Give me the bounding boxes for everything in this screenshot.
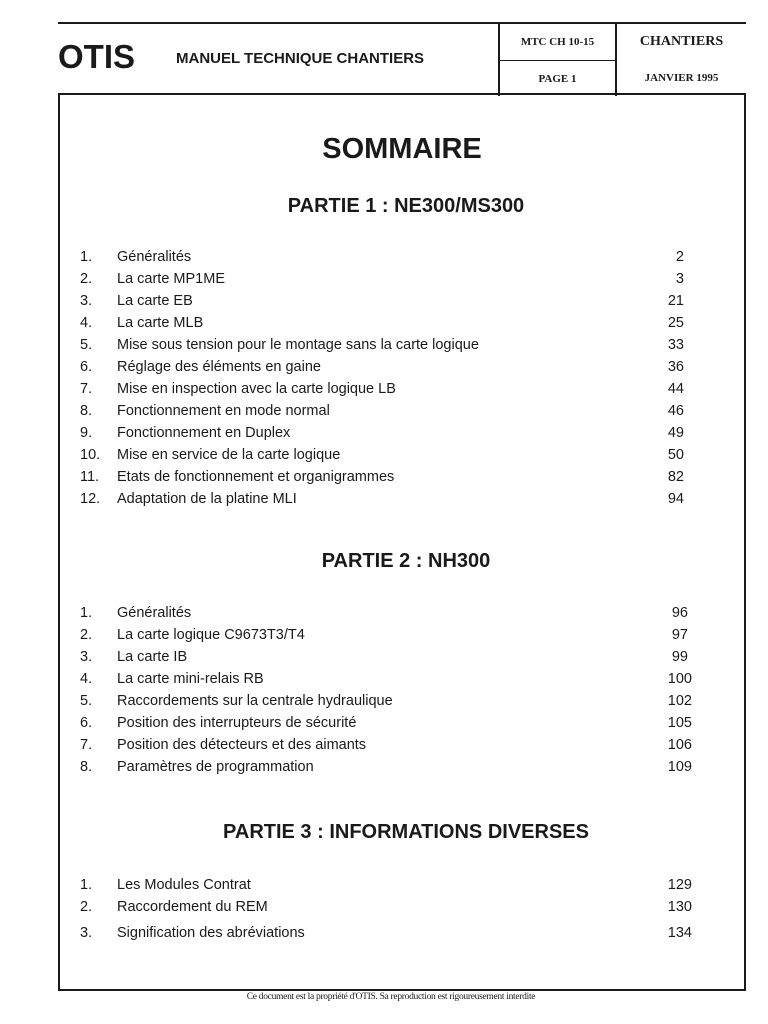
entry-label: Signification des abréviations: [117, 925, 305, 941]
toc-entry: [80, 757, 692, 777]
entry-number: 5.: [80, 693, 93, 709]
entry-label: Raccordements sur la centrale hydraulique: [117, 693, 393, 709]
entry-label: Etats de fonctionnement et organigrammes: [117, 469, 395, 485]
entry-number: 1.: [80, 605, 93, 621]
entry-label: La carte MLB: [117, 315, 204, 331]
toc-entry: [80, 669, 692, 689]
entry-page: 96: [671, 605, 688, 621]
toc-title: SOMMAIRE: [322, 133, 482, 165]
entry-page: 102: [667, 693, 692, 709]
entry-number: 3.: [80, 925, 93, 941]
entry-label: Fonctionnement en mode normal: [117, 403, 330, 419]
entry-number: 4.: [80, 315, 93, 331]
entry-label: Généralités: [117, 605, 192, 621]
entry-page: 49: [667, 425, 684, 441]
entry-label: Réglage des éléments en gaine: [117, 359, 321, 375]
page-number: PAGE 1: [500, 60, 615, 97]
entry-number: 9.: [80, 425, 93, 441]
entry-label: La carte logique C9673T3/T4: [117, 627, 305, 643]
entry-label: Mise sous tension pour le montage sans la carte logique: [117, 337, 479, 353]
toc-entry: [80, 423, 692, 443]
entry-label: Mise en service de la carte logique: [117, 447, 341, 463]
entry-page: 97: [671, 627, 688, 643]
otis-logo: OTIS: [58, 38, 136, 75]
entry-page: 50: [667, 447, 684, 463]
entry-number: 2.: [80, 899, 93, 915]
entry-page: 100: [667, 671, 692, 687]
entry-number: 2.: [80, 627, 93, 643]
entry-page: 3: [675, 271, 684, 287]
toc-entry: [80, 401, 692, 421]
entry-number: 7.: [80, 737, 93, 753]
category-label: CHANTIERS: [639, 34, 724, 49]
entry-page: 130: [667, 899, 692, 915]
entry-label: Adaptation de la platine MLI: [117, 491, 297, 507]
document-header: [58, 22, 746, 96]
document-reference: MTC CH 10-15: [520, 36, 595, 48]
toc-entry: [80, 897, 692, 917]
entry-page: 36: [667, 359, 684, 375]
entry-number: 6.: [80, 715, 93, 731]
entry-page: 21: [667, 293, 684, 309]
toc-entry: [80, 875, 692, 895]
part-1-title: PARTIE 1 : NE300/MS300: [287, 195, 525, 217]
toc-entry: [80, 247, 692, 267]
toc-entry: [80, 269, 692, 289]
entry-number: 8.: [80, 759, 93, 775]
reference-box: [498, 24, 615, 96]
entry-page: 99: [671, 649, 688, 665]
entry-number: 7.: [80, 381, 93, 397]
entry-page: 33: [667, 337, 684, 353]
entry-number: 3.: [80, 649, 93, 665]
entry-label: Fonctionnement en Duplex: [117, 425, 291, 441]
manual-title: MANUEL TECHNIQUE CHANTIERS: [176, 50, 425, 67]
entry-label: Les Modules Contrat: [117, 877, 251, 893]
entry-label: La carte EB: [117, 293, 193, 309]
entry-number: 1.: [80, 877, 93, 893]
entry-number: 8.: [80, 403, 93, 419]
toc-entry: [80, 467, 692, 487]
toc-entry: [80, 357, 692, 377]
entry-label: Raccordement du REM: [117, 899, 268, 915]
entry-number: 4.: [80, 671, 93, 687]
content-frame: [58, 93, 746, 991]
document-date: JANVIER 1995: [644, 72, 719, 84]
entry-label: Généralités: [117, 249, 192, 265]
category-box: [615, 24, 746, 96]
entry-page: 105: [667, 715, 692, 731]
entry-page: 82: [667, 469, 684, 485]
entry-page: 94: [667, 491, 684, 507]
toc-entry: [80, 291, 692, 311]
entry-label: Paramètres de programmation: [117, 759, 314, 775]
entry-page: 134: [667, 925, 692, 941]
part-2-title: PARTIE 2 : NH300: [321, 550, 491, 572]
part-3-title: PARTIE 3 : INFORMATIONS DIVERSES: [223, 821, 589, 843]
entry-page: 46: [667, 403, 684, 419]
entry-number: 12.: [80, 491, 101, 507]
entry-page: 109: [667, 759, 692, 775]
toc-entry: [80, 647, 692, 667]
toc-entry: [80, 691, 692, 711]
toc-entry: [80, 313, 692, 333]
entry-number: 5.: [80, 337, 93, 353]
entry-number: 11.: [80, 469, 100, 485]
toc-entry: [80, 603, 692, 623]
copyright-notice: Ce document est la propriété d'OTIS. Sa reproduction est rigoureusement interdite: [246, 992, 536, 1002]
toc-entry: [80, 735, 692, 755]
toc-entry: [80, 489, 692, 509]
entry-page: 2: [675, 249, 684, 265]
entry-number: 6.: [80, 359, 93, 375]
entry-page: 44: [667, 381, 684, 397]
entry-label: Position des détecteurs et des aimants: [117, 737, 367, 753]
entry-label: La carte MP1ME: [117, 271, 225, 287]
toc-entry: [80, 445, 692, 465]
toc-entry: [80, 335, 692, 355]
entry-label: Position des interrupteurs de sécurité: [117, 715, 357, 731]
entry-page: 25: [667, 315, 684, 331]
entry-label: La carte mini-relais RB: [117, 671, 264, 687]
entry-number: 2.: [80, 271, 93, 287]
entry-page: 106: [667, 737, 692, 753]
entry-label: Mise en inspection avec la carte logique LB: [117, 381, 396, 397]
toc-entry: [80, 379, 692, 399]
toc-entry: [80, 713, 692, 733]
entry-number: 3.: [80, 293, 93, 309]
entry-label: La carte IB: [117, 649, 188, 665]
toc-entry: [80, 923, 692, 943]
entry-number: 1.: [80, 249, 93, 265]
entry-number: 10.: [80, 447, 101, 463]
entry-page: 129: [667, 877, 692, 893]
toc-entry: [80, 625, 692, 645]
